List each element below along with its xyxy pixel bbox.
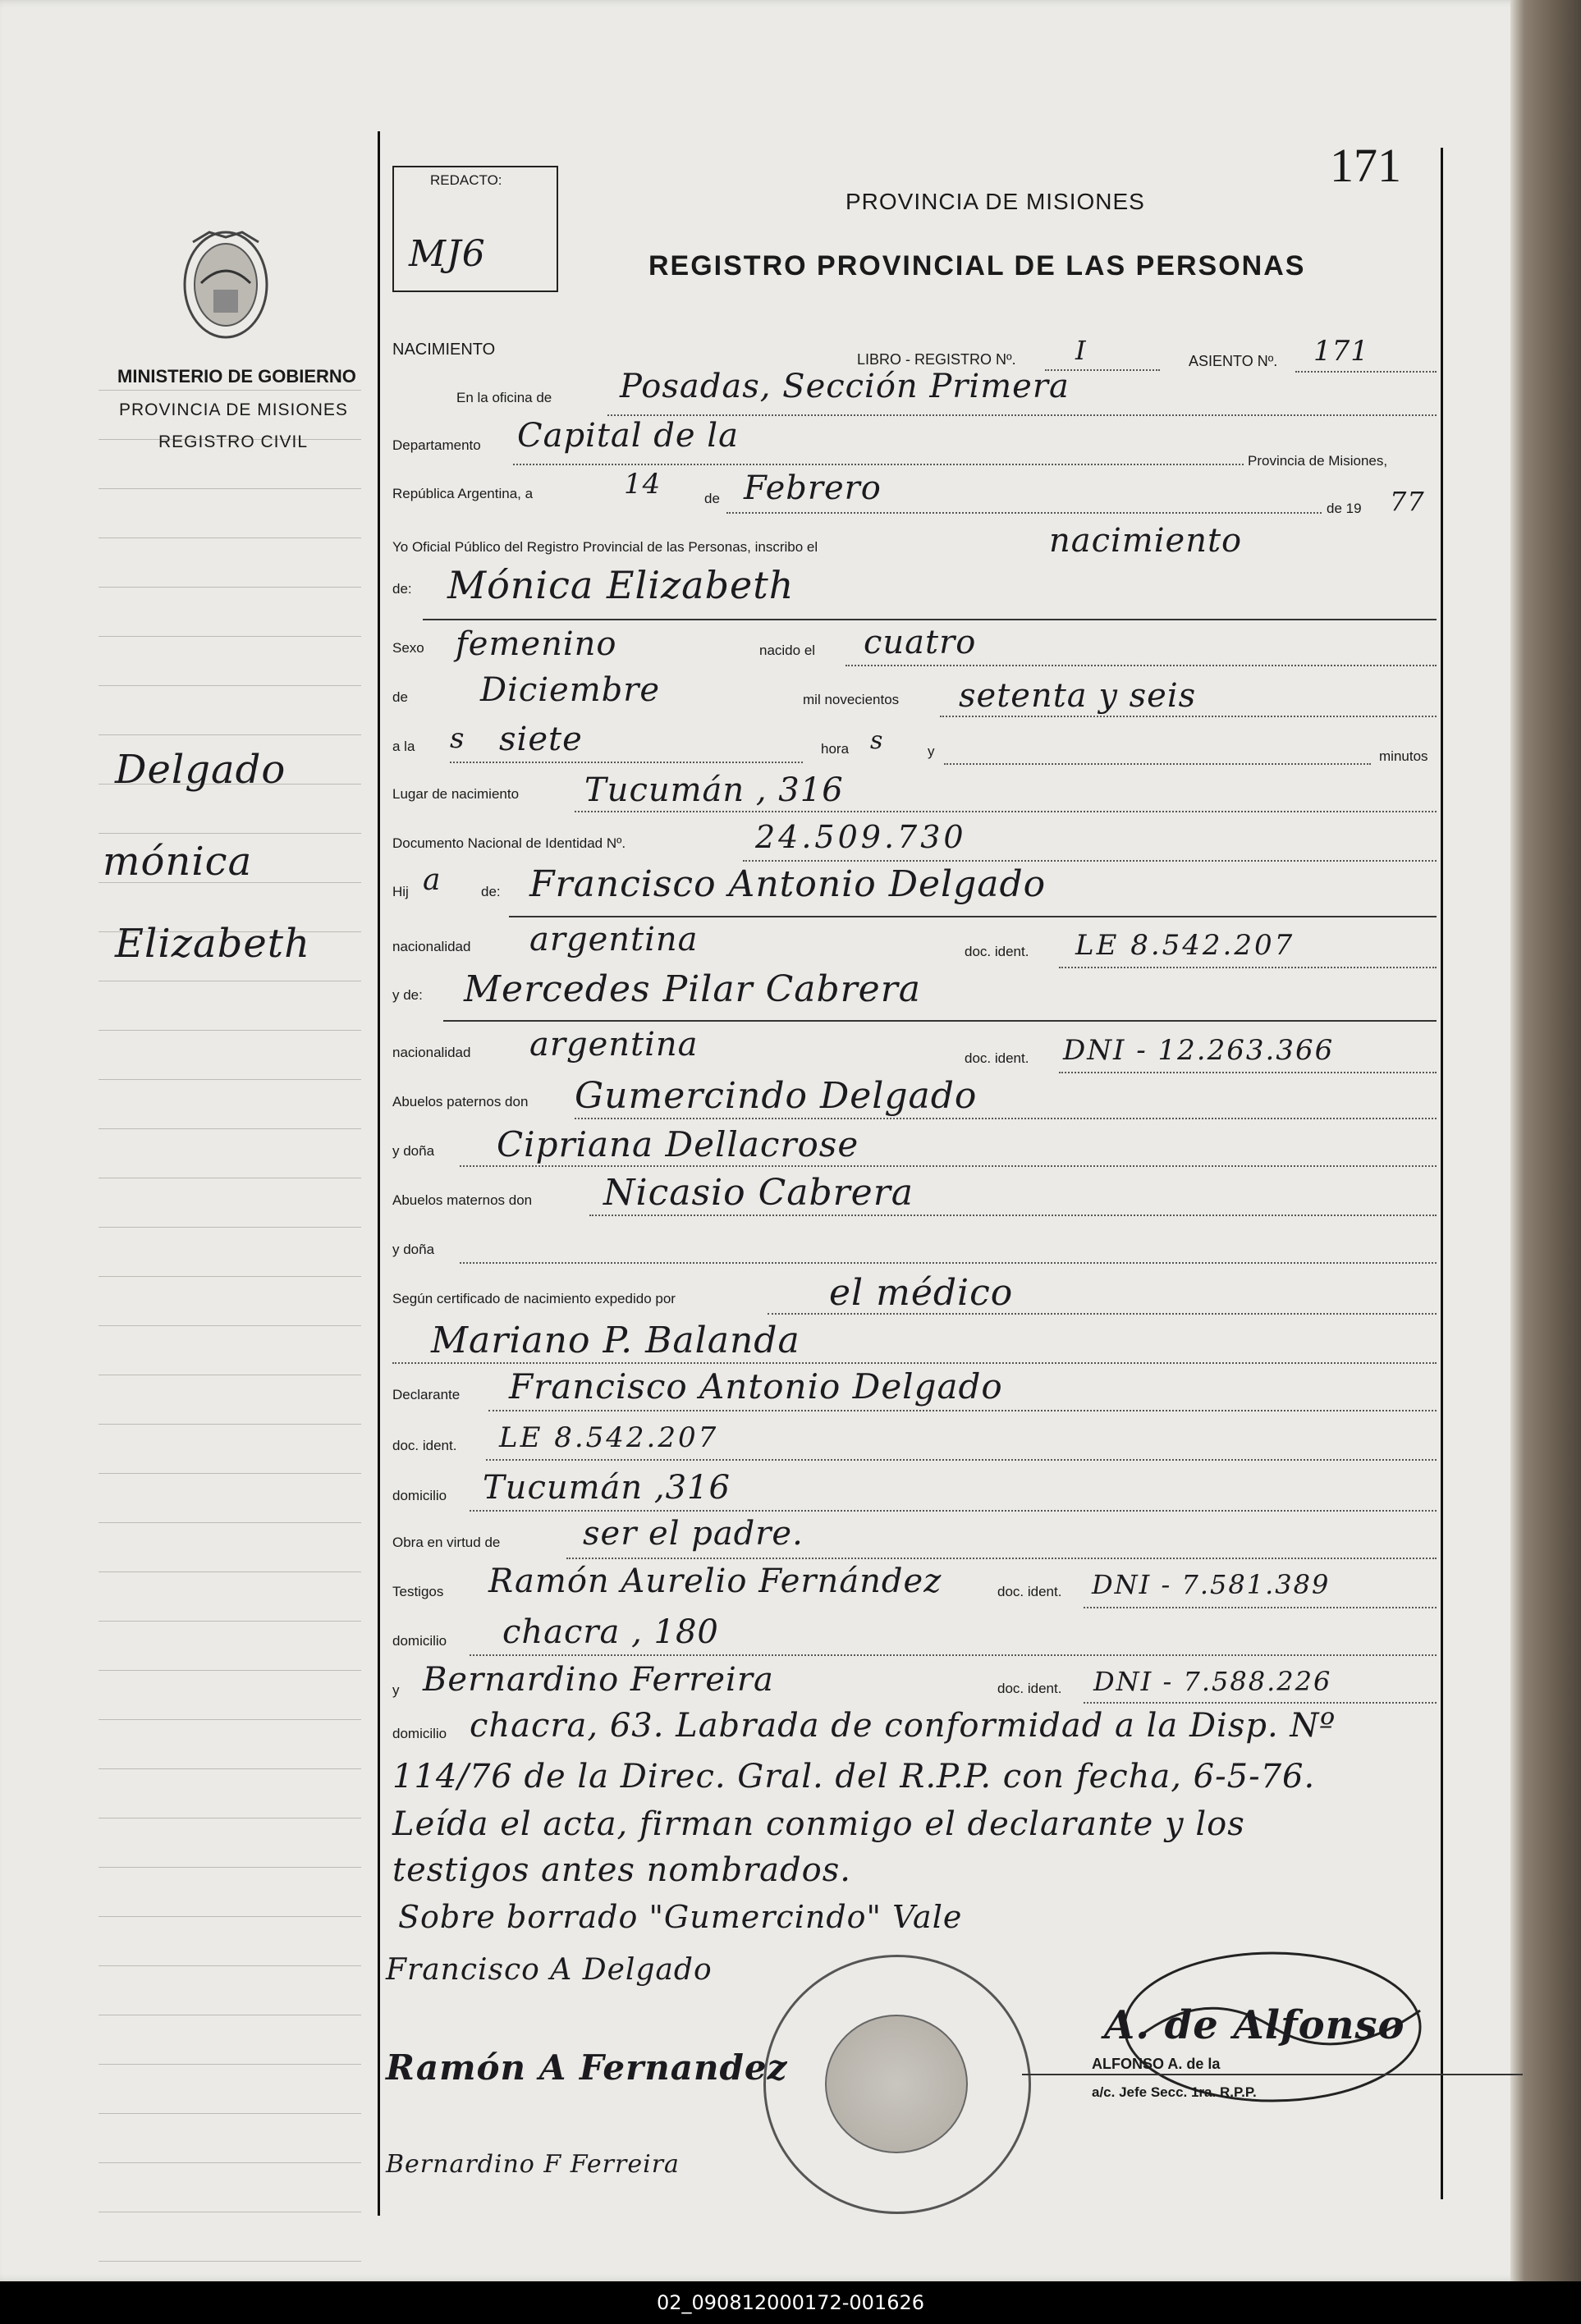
testigo2-value: Bernardino Ferreira [423,1661,774,1699]
abuelo-materno-line [589,1215,1437,1216]
testigo2-domicilio-line2: 114/76 de la Direc. Gral. del R.P.P. con fecha, 6-5-76. [392,1758,1316,1796]
medico-line [392,1362,1437,1364]
horas-label: hora [821,741,850,757]
ministry-line3: REGISTRO CIVIL [158,432,309,451]
margin-rule-line [99,685,361,686]
testigo1-doc-line [1084,1607,1437,1608]
nac-madre-label: nacionalidad [392,1045,471,1060]
margin-note-line3: Elizabeth [115,921,310,967]
nac-padre-label: nacionalidad [392,939,471,954]
dni-line [743,860,1437,862]
testigo2-domicilio-line1: chacra, 63. Labrada de conformidad a la Disp. Nº [470,1707,1336,1745]
sexo-label: Sexo [392,640,424,656]
hora-line [450,762,803,763]
margin-note-line1: Delgado [115,747,286,793]
y-dona2-label: y doña [392,1242,435,1257]
departamento-label: Departamento [392,437,481,453]
province-heading: PROVINCIA DE MISIONES [845,189,1145,214]
mil-label: mil novecientos [803,692,900,707]
act-type-label: NACIMIENTO [392,341,496,359]
asiento-line [1295,371,1437,373]
abuela-paterna-value: Cipriana Dellacrose [497,1124,859,1164]
page-number: 171 [1330,139,1401,192]
hijo-suffix: a [423,863,442,897]
testigo1-value: Ramón Aurelio Fernández [488,1562,942,1600]
lugar-value: Tucumán , 316 [584,771,844,809]
hora-value: siete [499,721,583,758]
nac-padre-value: argentina [529,921,699,958]
obra-line [566,1558,1437,1559]
obra-label: Obra en virtud de [392,1535,501,1550]
nacido-value: cuatro [864,624,977,661]
official-signature-line [1022,2074,1523,2075]
mes-line [726,512,1322,514]
margin-rule-line [99,734,361,735]
a-la-label: a la [392,739,415,754]
doc-padre-label: doc. ident. [965,944,1029,959]
book-binding-edge [1510,0,1581,2281]
republica-label: República Argentina, a [392,486,534,501]
margin-rule-line [99,390,361,391]
margin-rule-line [99,1128,361,1129]
margin-rule-line [99,1916,361,1917]
doc-madre-line [1059,1072,1437,1073]
obra-value: ser el padre. [583,1515,804,1553]
nacido-label: nacido el [759,643,816,658]
nac-madre-value: argentina [529,1026,699,1064]
anio-nac-line [940,716,1437,717]
abuelo-paterno-line [575,1118,1437,1119]
abuela-paterna-line [460,1165,1437,1167]
horas-suffix: s [870,726,884,755]
anio-value: 77 [1390,486,1425,517]
margin-rule-line [99,1768,361,1769]
a-la-suffix: s [450,722,465,755]
official-signature: A. de Alfonso [1104,2002,1405,2048]
declarante-domicilio-value: Tucumán ,316 [483,1469,731,1507]
testigo2-domicilio-label: domicilio [392,1726,447,1741]
de-nombre-label: de: [392,581,412,597]
padre-line [509,916,1437,917]
margin-rule-line [99,1030,361,1031]
madre-line [443,1020,1437,1022]
abuelo-paterno-value: Gumercindo Delgado [575,1075,978,1117]
nacido-line [845,665,1437,666]
certificado-label: Según certificado de nacimiento expedido por [392,1291,676,1306]
testigos-label: Testigos [392,1584,444,1599]
hijo-label: Hij [392,884,409,899]
ministry-line2: PROVINCIA DE MISIONES [119,400,348,419]
margin-rule-line [99,2064,361,2065]
nombre-value: Mónica Elizabeth [447,563,795,607]
margin-rule-line [99,488,361,489]
image-id-footer: 02_090812000172-001626 [0,2281,1581,2324]
redacto-initials: MJ6 [409,233,486,275]
libro-label: LIBRO - REGISTRO Nº. [857,351,1016,368]
hijo-de-label: de: [481,884,501,899]
margin-rule-line [99,1079,361,1080]
nombre-line [423,619,1437,620]
departamento-line [513,464,1244,465]
oficina-value: Posadas, Sección Primera [620,368,1070,405]
sexo-value: femenino [456,625,617,663]
medico-value: Mariano P. Balanda [431,1320,800,1361]
abuelos-maternos-label: Abuelos maternos don [392,1192,533,1208]
doc-declarante-line [486,1459,1437,1461]
testigo1-domicilio-label: domicilio [392,1633,447,1649]
margin-rule-line [99,1621,361,1622]
de2-label: de [392,689,408,705]
margin-rule-line [99,1325,361,1326]
declarante-value: Francisco Antonio Delgado [509,1366,1003,1407]
minutos-line [944,763,1371,765]
testigo2-domicilio-line4: testigos antes nombrados. [392,1851,851,1889]
anio-label: de 19 [1327,501,1362,516]
testigo1-domicilio-line [470,1654,1437,1656]
testigo2-domicilio-line3: Leída el acta, firman conmigo el declarante y los [392,1805,1245,1843]
y-dona-label: y doña [392,1143,435,1159]
certificado-value: el médico [829,1272,1014,1314]
margin-rule-line [99,2162,361,2163]
abuela-materna-line [460,1262,1437,1264]
margin-rule-line [99,1424,361,1425]
margin-rule-line [99,636,361,637]
doc-madre-value: DNI - 12.263.366 [1063,1034,1335,1067]
domicilio-declarante-label: domicilio [392,1488,447,1503]
declarante-label: Declarante [392,1387,461,1402]
de-label: de [704,491,720,506]
inscribo-label: Yo Oficial Público del Registro Provincial de las Personas, inscribo el [392,539,818,555]
declarante-line [488,1410,1437,1411]
margin-rule-line [99,1227,361,1228]
minutos-label: minutos [1379,748,1428,764]
margin-note-line2: mónica [103,839,253,885]
doc-declarante-label: doc. ident. [392,1438,457,1453]
abuelo-materno-value: Nicasio Cabrera [603,1172,914,1214]
y-testigo2-label: y [392,1682,400,1698]
margin-rule-line [99,1670,361,1671]
declarante-doc-value: LE 8.542.207 [499,1421,719,1454]
official-stamp-line2: a/c. Jefe Secc. 1ra. R.P.P. [1092,2084,1257,2100]
asiento-label: ASIENTO Nº. [1189,353,1278,369]
provincia-label: Provincia de Misiones, [1248,453,1388,469]
departamento-value: Capital de la [517,417,739,455]
mes-value: Febrero [744,469,882,507]
provincial-coat-of-arms-icon [176,226,275,349]
inscribo-value: nacimiento [1049,522,1243,560]
registry-title: REGISTRO PROVINCIAL DE LAS PERSONAS [648,250,1306,281]
margin-rule-line [99,1719,361,1720]
seal-emblem [825,2015,968,2153]
y-de-label: y de: [392,987,423,1003]
left-frame-line [378,131,380,2216]
y-label: y [928,743,935,759]
margin-rule-line [99,1867,361,1868]
testigo1-doc-value: DNI - 7.581.389 [1092,1569,1331,1600]
doc-madre-label: doc. ident. [965,1050,1029,1066]
madre-value: Mercedes Pilar Cabrera [464,968,921,1010]
padre-value: Francisco Antonio Delgado [529,863,1047,905]
margin-rule-line [99,2113,361,2114]
mes-nac-value: Diciembre [480,671,661,709]
margin-rule-line [99,1965,361,1966]
oficina-label: En la oficina de [456,390,552,405]
margin-rule-line [99,587,361,588]
doc-padre-value: LE 8.542.207 [1075,929,1295,962]
testigo2-doc-line [1084,1702,1437,1704]
libro-value: I [1075,335,1087,366]
declarante-signature: Francisco A Delgado [386,1953,713,1987]
abuelos-paternos-label: Abuelos paternos don [392,1094,529,1109]
domicilio-declarante-line [470,1510,1437,1512]
testigo1-signature: Ramón A Fernandez [386,2047,788,2088]
doc-padre-line [1059,967,1437,968]
anio-nac-value: setenta y seis [959,677,1197,715]
margin-rule-line [99,1522,361,1523]
testigo1-doc-label: doc. ident. [997,1584,1062,1599]
oficina-line [607,414,1437,416]
testigo1-domicilio-value: chacra , 180 [502,1613,719,1651]
erasure-note: Sobre borrado "Gumercindo" Vale [398,1899,963,1935]
official-stamp-line1: ALFONSO A. de la [1092,2056,1221,2072]
margin-rule-line [99,833,361,834]
dni-label: Documento Nacional de Identidad Nº. [392,835,626,851]
lugar-line [575,811,1437,812]
right-frame-line [1441,148,1443,2199]
margin-rule-line [99,1473,361,1474]
testigo2-doc-value: DNI - 7.588.226 [1093,1666,1332,1697]
testigo2-signature: Bernardino F Ferreira [386,2150,680,2179]
margin-rule-line [99,2261,361,2262]
dni-value: 24.509.730 [755,819,967,855]
margin-rule-line [99,1571,361,1572]
ministry-line1: MINISTERIO DE GOBIERNO [117,366,356,387]
margin-rule-line [99,1276,361,1277]
testigo2-doc-label: doc. ident. [997,1681,1062,1696]
asiento-value: 171 [1313,335,1369,368]
lugar-label: Lugar de nacimiento [392,786,520,802]
dia-value: 14 [624,468,662,501]
redacto-label: REDACTO: [430,172,502,188]
